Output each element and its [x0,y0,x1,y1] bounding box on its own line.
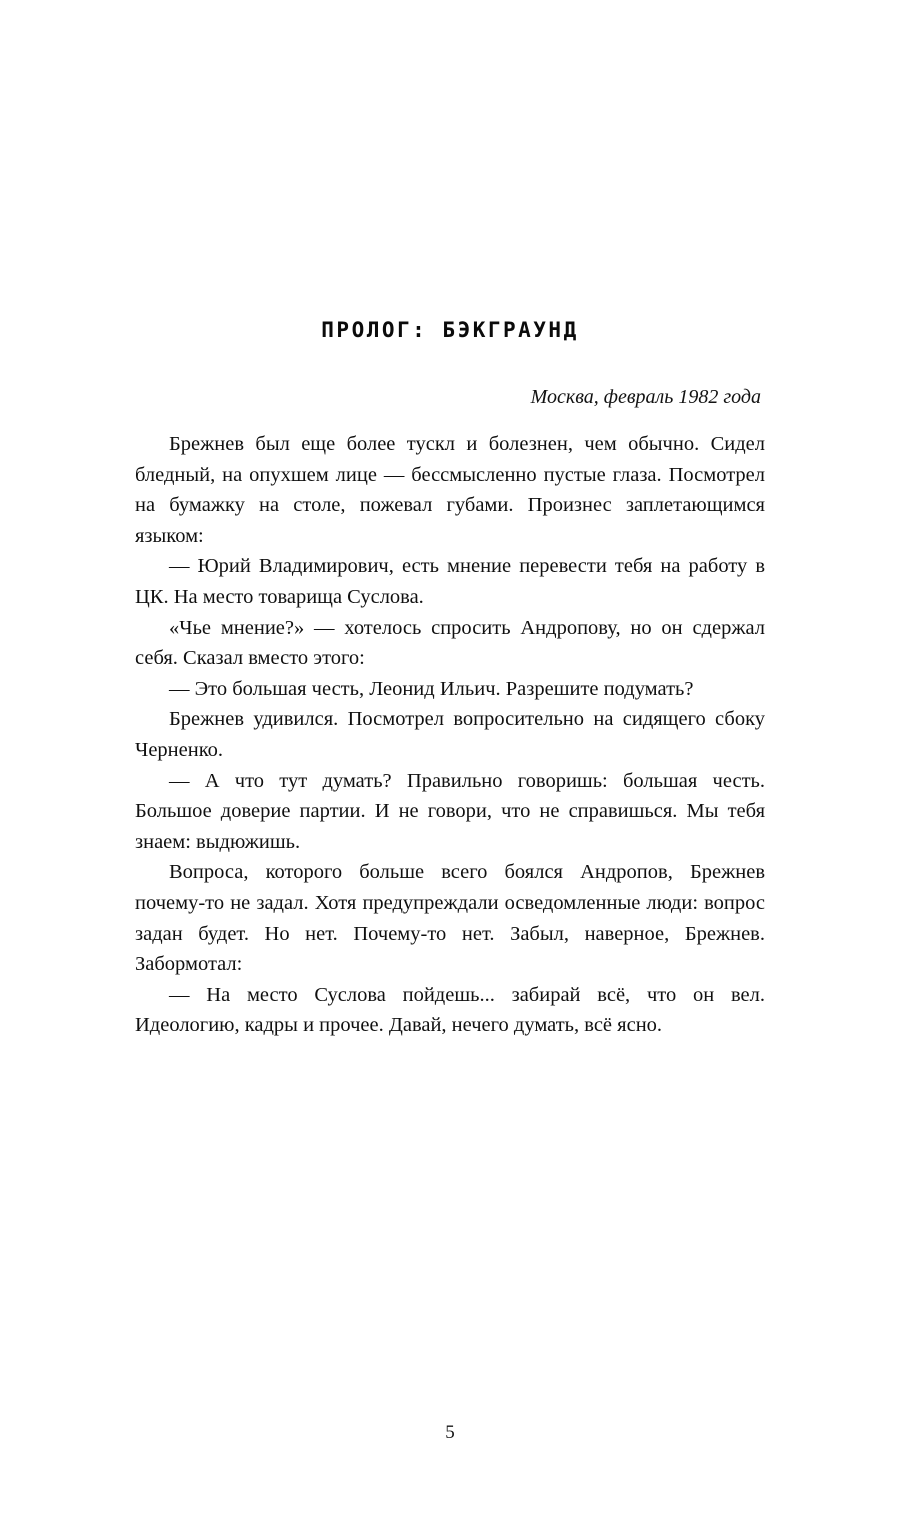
paragraph: Вопроса, которого больше всего боялся Андропов, Брежнев почему-то не задал. Хотя предупреждали осведомленные люди: вопрос задан будет. Но нет. Почему-то нет. Забыл, наверное, Брежнев. Забормотал: [135,861,765,976]
body-text [135,429,765,1041]
paragraph: — Юрий Владимирович, есть мнение перевести тебя на работу в ЦК. На место товарища Суслова. [135,555,765,608]
page-number: 5 [445,1422,455,1443]
paragraph: Брежнев был еще более тускл и болезнен, чем обычно. Сидел бледный, на опухшем лице — бессмысленно пустые глаза. Посмотрел на бумажку на столе, пожевал губами. Произнес заплетающимся языком: [135,433,765,547]
paragraph: «Чье мнение?» — хотелось спросить Андропову, но он сдержал себя. Сказал вместо этого: [135,616,765,670]
chapter-title: ПРОЛОГ: БЭКГРАУНД [321,318,579,342]
paragraph: — На место Суслова пойдешь... забирай всё, что он вел. Идеологию, кадры и прочее. Давай, нечего думать, всё ясно. [135,983,765,1037]
paragraph: — А что тут думать? Правильно говоришь: большая честь. Большое доверие партии. И не говори, что не справишься. Мы тебя знаем: выдюжишь. [135,769,765,853]
paragraph: Брежнев удивился. Посмотрел вопросительно на сидящего сбоку Черненко. [135,708,765,761]
paragraph: — Это большая честь, Леонид Ильич. Разрешите подумать? [169,677,694,700]
dateline: Москва, февраль 1982 года [530,386,761,408]
book-page [0,318,900,1518]
